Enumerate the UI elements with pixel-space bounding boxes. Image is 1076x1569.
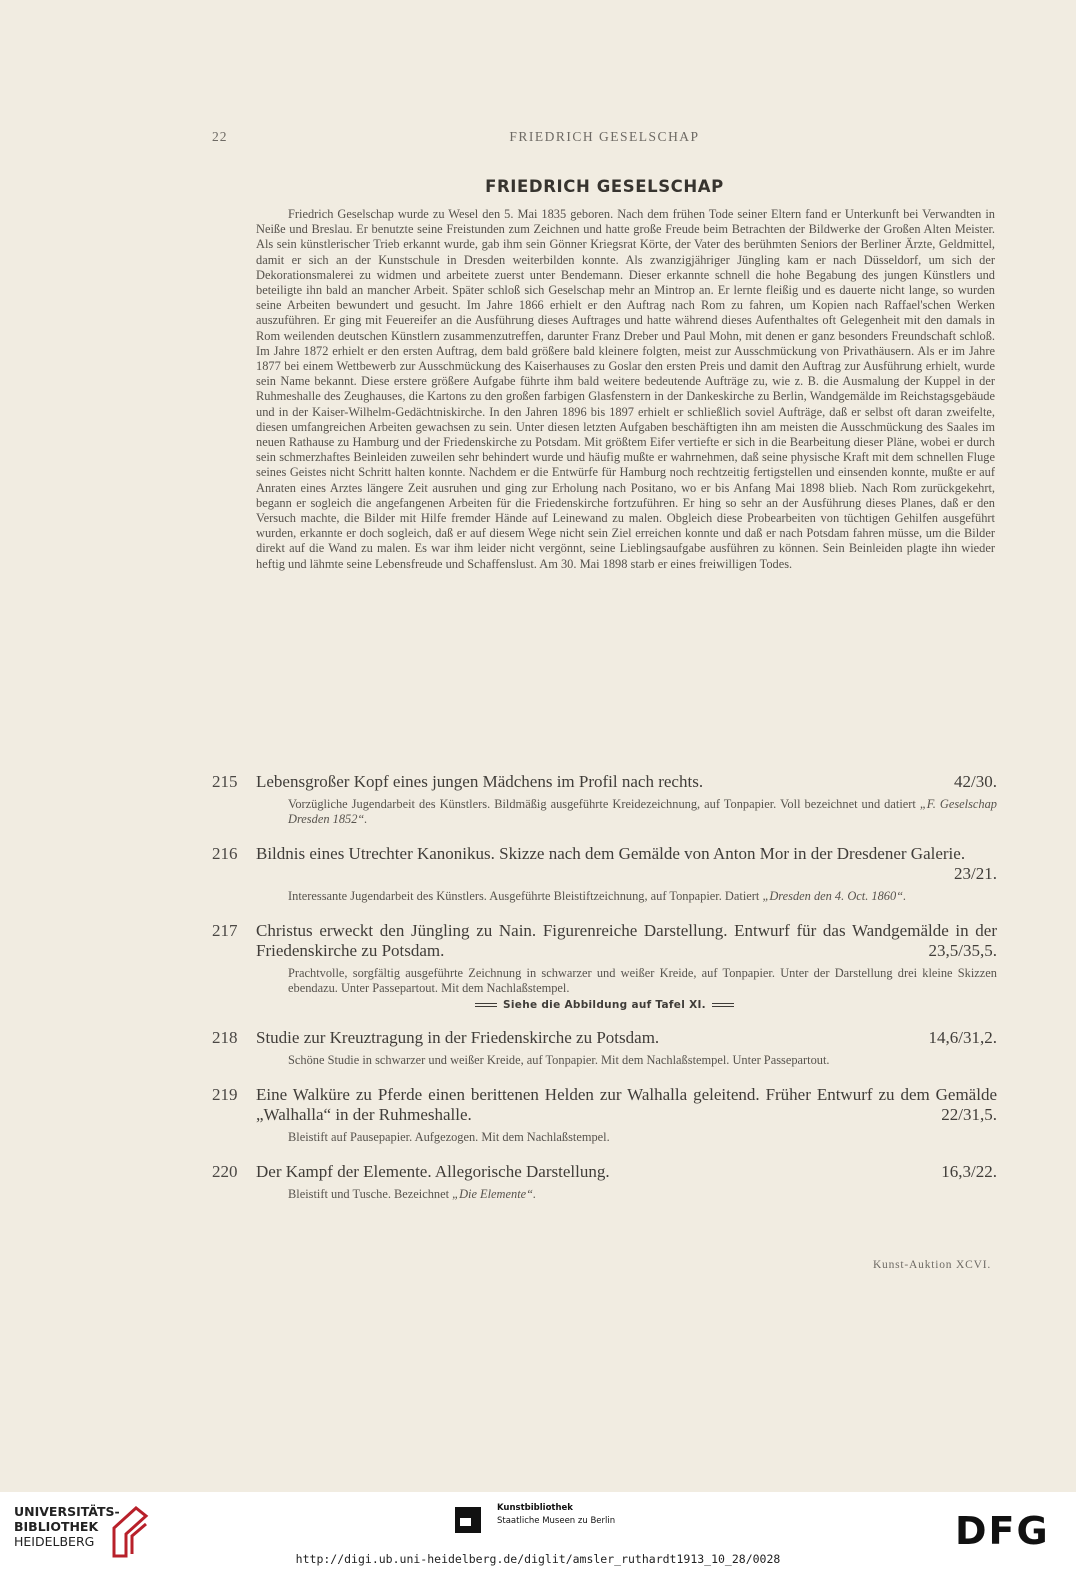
lot-description-text: Bleistift und Tusche. Bezeichnet [288, 1187, 453, 1201]
kunstbibliothek-subtitle: Staatliche Museen zu Berlin [497, 1516, 616, 1526]
lot-description [288, 1130, 997, 1145]
lot-description [288, 1187, 997, 1202]
lot-dimensions: 14,6/31,2. [928, 1028, 997, 1047]
lot-title [256, 772, 997, 792]
kunstbibliothek-logo[interactable] [455, 1501, 675, 1537]
lot-number: 220 [212, 1162, 238, 1181]
lot-dimensions: 16,3/22. [941, 1162, 997, 1181]
lot-dimensions: 42/30. [954, 772, 997, 791]
lot-inscription: „Die Elemente“. [452, 1187, 537, 1201]
library-emblem-icon [110, 1506, 150, 1558]
lot-217 [212, 921, 997, 1011]
lot-title [256, 1162, 997, 1182]
lot-description-text: Schöne Studie in schwarzer und weißer Kreide, auf Tonpapier. Mit dem Nachlaßstempel. Unter Passepartout. [288, 1053, 830, 1067]
lot-number: 217 [212, 921, 238, 940]
lot-dimensions: 23/21. [954, 864, 997, 883]
double-rule-left [475, 1003, 497, 1007]
double-rule-right [712, 1003, 734, 1007]
permalink-url[interactable]: http://digi.ub.uni-heidelberg.de/diglit/amsler_ruthardt1913_10_28/0028 [295, 1552, 781, 1566]
lot-title-text: Eine Walküre zu Pferde einen berittenen Helden zur Walhalla geleitend. Früher Entwurf zu dem Gemälde „Walhalla“ in der Ruhmeshalle. [256, 1085, 997, 1124]
lot-description [288, 797, 997, 827]
plate-reference-text: Siehe die Abbildung auf Tafel XI. [503, 999, 706, 1011]
biography-text: Friedrich Geselschap wurde zu Wesel den 5. Mai 1835 geboren. Nach dem frühen Tode seiner Eltern fand er Unterkunft bei Verwandten in Neiße und Breslau. Er benutzte seine Freistunden zum Zeichnen und hatte große Freude beim Betrachten der Bildwerke der Großen Alten Meister. Als sein künstlerischer Trieb erkannt wurde, gab ihm sein Gönner Kriegsrat Körte, der Vater des berühmten Seniors der Berliner Ärzte, Geldmittel, damit er sich an der Kunstschule in Dresden weiterbilden konnte. Als zwanzigjähriger Jüngling kam er nach Düsseldorf, um sich der Dekorationsmalerei zu widmen und arbeitete zuerst unter Bendemann. Dieser erkannte schnell die hohe Begabung des jungen Künstlers und beteiligte ihn bald an mancher Arbeit. Später schloß sich Geselschap mehr an Mintrop an. Er lernte fleißig und es dauerte nicht lange, so wurden seine Arbeiten bewundert und gesucht. Im Jahre 1866 erhielt er den Auftrag nach Rom zu fahren, um Kopien nach Raffael'schen Werken auszuführen. Er ging mit Feuereifer an die Ausführung dieses Auftrages und hatte während dieses Aufenthaltes oft Gelegenheit mit den damals in Rom weilenden deutschen Künstlern zusammenzutreffen, darunter Franz Dreber und Paul Mohn, mit denen er ganz besonders Freundschaft schloß. Im Jahre 1872 erhielt er den ersten Auftrag, dem bald größere bald kleinere folgten, meist zur Ausschmückung von Privathäusern. Als er im Jahre 1877 bei einem Wettbewerb zur Ausschmückung des Kaiserhauses zu Goslar den ersten Preis und damit den Auftrag zur Ausführung erhielt, wurde sein Name bekannt. Diese erstere größere Aufgabe führte ihm bald weitere bedeutende Aufträge zu, wie z. B. die Ausmalung der Kuppel in der Ruhmeshalle des Zeughauses, die Kartons zu den großen farbigen Glasfenstern in der Dankeskirche zu Berlin, Wandgemälde im Reichstagsgebäude und in der Kaiser-Wilhelm-Gedächtniskirche. In den Jahren 1896 bis 1897 erhielt er schließlich soviel Aufträge, daß er selbst oft daran zweifelte, diesen umfangreichen Arbeiten gewachsen zu sein. Unter diesen letzten Aufgaben beschäftigten ihn am meisten die Ausschmückung des Saales im neuen Rathause zu Hamburg und der Friedenskirche zu Potsdam. Mit größtem Eifer vertiefte er sich in die Bearbeitung dieser Pläne, wobei er durch sein schmerzhaftes Beinleiden zuweilen sehr behindert wurde und häufig mußte er wahrnehmen, daß seine physische Kraft mit dem schnellen Fluge seines Geistes nicht Schritt halten konnte. Nachdem er die Entwürfe für Hamburg noch rechtzeitig fertigstellen und einsenden konnte, mußte er auf Anraten eines Arztes längere Zeit ausruhen und ging zur Erholung nach Positano, wo er bis Anfang Mai 1898 blieb. Nach Rom zurückgekehrt, begann er sogleich die angefangenen Arbeiten für die Friedenskirche fortzuführen. Er hing so sehr an der Ausführung dieses Planes, daß er den Versuch machte, die Bilder mit Hilfe fremder Hände auf Leinewand zu malen. Obgleich diese Probearbeiten von tüchtigen Gehilfen ausgeführt wurden, erkannte er doch sogleich, daß er auf diesem Wege nicht sein Ziel erreichen konnte und daß er nach Potsdam fahren müsse, um die Bilder direkt auf die Wand zu malen. Es war ihm leider nicht vergönnt, seine Lieblingsaufgabe ausführen zu können. Sein Beinleiden plagte ihn wieder heftig und lähmte seine Lebensfreude und Schaffenslust. Am 30. Mai 1898 starb er eines freiwilligen Todes. [256, 207, 995, 571]
lot-description-text: Bleistift auf Pausepapier. Aufgezogen. Mit dem Nachlaßstempel. [288, 1130, 610, 1144]
lot-title-text: Studie zur Kreuztragung in der Friedenskirche zu Potsdam. [256, 1028, 660, 1047]
kunstbibliothek-mark-icon [455, 1507, 481, 1533]
lot-number: 215 [212, 772, 238, 791]
lot-title [256, 1085, 997, 1125]
catalogue-signature: Kunst-Auktion XCVI. [872, 1259, 991, 1271]
lot-description [288, 966, 997, 996]
lot-220 [212, 1162, 997, 1202]
artist-heading: FRIEDRICH GESELSCHAP [485, 177, 724, 196]
lot-list [212, 772, 997, 1219]
lot-title-text: Der Kampf der Elemente. Allegorische Darstellung. [256, 1162, 610, 1181]
logo-line-1: UNIVERSITÄTS- [14, 1504, 120, 1519]
lot-title-text: Bildnis eines Utrechter Kanonikus. Skizze nach dem Gemälde von Anton Mor in der Dresdener Galerie. [256, 844, 966, 863]
lot-dimensions: 22/31,5. [941, 1105, 997, 1124]
lot-title [256, 844, 997, 884]
lot-219 [212, 1085, 997, 1145]
lot-216 [212, 844, 997, 904]
university-library-wordmark [14, 1504, 120, 1549]
lot-title [256, 1028, 997, 1048]
lot-description [288, 1053, 997, 1068]
lot-inscription: „Dresden den 4. Oct. 1860“. [762, 889, 907, 903]
biography [256, 207, 995, 572]
university-library-logo[interactable] [14, 1504, 154, 1558]
lot-description-text: Vorzügliche Jugendarbeit des Künstlers. Bildmäßig ausgeführte Kreidezeichnung, auf Tonpapier. Voll bezeichnet und datiert [288, 797, 920, 811]
lot-description-text: Prachtvolle, sorgfältig ausgeführte Zeichnung in schwarzer und weißer Kreide, auf Tonpapier. Unter der Darstellung drei kleine Skizzen ebendazu. Unter Passepartout. Mit dem Nachlaßstempel. [288, 966, 997, 995]
page-number: 22 [212, 129, 228, 144]
lot-215 [212, 772, 997, 827]
lot-title-text: Christus erweckt den Jüngling zu Nain. Figurenreiche Darstellung. Entwurf für das Wandgemälde in der Friedenskirche zu Potsdam. [256, 921, 997, 960]
lot-number: 218 [212, 1028, 238, 1047]
kunstbibliothek-name: Kunstbibliothek [497, 1503, 573, 1513]
lot-inscription: „F. Geselschap Dresden 1852“. [288, 797, 997, 826]
logo-line-3: HEIDELBERG [14, 1534, 95, 1549]
logo-line-2: BIBLIOTHEK [14, 1519, 99, 1534]
lot-title [256, 921, 997, 961]
lot-dimensions: 23,5/35,5. [928, 941, 997, 960]
lot-218 [212, 1028, 997, 1068]
running-title: FRIEDRICH GESELSCHAP [509, 129, 700, 144]
running-head [212, 129, 997, 149]
lot-number: 219 [212, 1085, 238, 1104]
lot-description [288, 889, 997, 904]
lot-title-text: Lebensgroßer Kopf eines jungen Mädchens im Profil nach rechts. [256, 772, 704, 791]
dfg-logo[interactable]: DFG [955, 1509, 1050, 1553]
lot-number: 216 [212, 844, 238, 863]
plate-reference [212, 999, 997, 1011]
lot-description-text: Interessante Jugendarbeit des Künstlers. Ausgeführte Bleistiftzeichnung, auf Tonpapier. Datiert [288, 889, 763, 903]
